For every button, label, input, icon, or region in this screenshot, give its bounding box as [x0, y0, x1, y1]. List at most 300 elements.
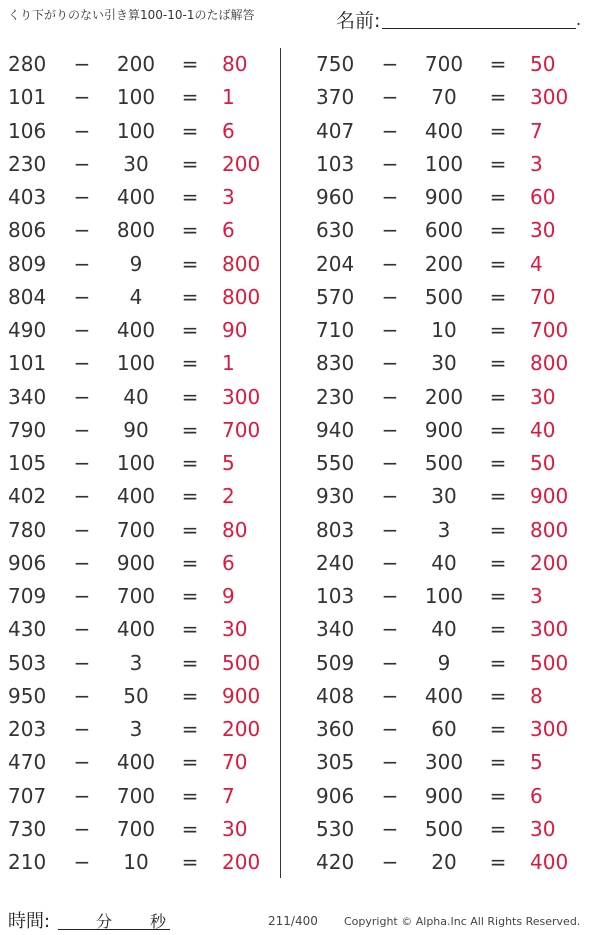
subtrahend: 40: [431, 550, 457, 575]
problems-left-column: [0, 48, 280, 879]
problem-row: [308, 48, 588, 81]
answer: 500: [530, 650, 569, 675]
minuend: 407: [316, 118, 355, 143]
answer: 7: [530, 118, 543, 143]
name-label: 名前:: [336, 10, 381, 32]
equals-sign: =: [489, 683, 507, 708]
minuend: 950: [8, 683, 47, 708]
equals-sign: =: [489, 185, 507, 209]
minuend: 360: [316, 717, 355, 741]
subtrahend: 100: [116, 85, 156, 110]
minuend: 430: [8, 617, 47, 642]
minus-sign: −: [381, 850, 399, 874]
subtrahend: 9: [129, 251, 143, 276]
answer: 6: [530, 783, 543, 808]
minus-sign: −: [73, 417, 91, 442]
minus-sign: −: [381, 218, 399, 243]
minuend: 103: [316, 151, 355, 176]
problem-row: [0, 381, 280, 414]
equals-sign: =: [489, 484, 507, 509]
answer: 1: [222, 351, 235, 376]
minus-sign: −: [73, 185, 91, 209]
subtrahend: 400: [116, 750, 156, 775]
minus-sign: −: [381, 417, 399, 442]
answer: 6: [222, 550, 235, 575]
minus-sign: −: [381, 384, 399, 409]
problem-row: [0, 414, 280, 447]
answer: 30: [222, 816, 248, 841]
minus-sign: −: [381, 118, 399, 143]
minuend: 960: [316, 185, 355, 209]
subtrahend: 400: [116, 185, 156, 209]
problem-row: [0, 647, 280, 680]
equals-sign: =: [181, 417, 199, 442]
equals-sign: =: [181, 318, 199, 342]
minuend: 550: [316, 451, 355, 475]
problem-row: [308, 846, 588, 879]
answer: 200: [530, 550, 569, 575]
problem-row: [0, 846, 280, 879]
problem-row: [308, 680, 588, 713]
minus-sign: −: [73, 52, 91, 76]
minuend: 780: [8, 517, 47, 542]
answer: 30: [530, 384, 556, 409]
equals-sign: =: [181, 384, 199, 409]
problem-row: [0, 115, 280, 148]
problem-row: [308, 414, 588, 447]
subtrahend: 700: [424, 52, 464, 76]
minuend: 230: [8, 151, 47, 176]
equals-sign: =: [489, 783, 507, 808]
answer: 1: [222, 85, 235, 110]
problem-row: [0, 713, 280, 746]
subtrahend: 400: [116, 617, 156, 642]
subtrahend: 200: [424, 384, 464, 409]
equals-sign: =: [489, 650, 507, 675]
minus-sign: −: [381, 85, 399, 110]
minuend: 408: [316, 683, 355, 708]
problem-row: [0, 281, 280, 314]
minus-sign: −: [73, 118, 91, 143]
problem-row: [0, 81, 280, 114]
worksheet-title: くり下がりのない引き算100-10-1のたば解答: [8, 8, 255, 22]
answer: 900: [530, 484, 569, 509]
equals-sign: =: [489, 284, 507, 309]
answer: 700: [222, 417, 261, 442]
answer: 800: [530, 517, 569, 542]
answer: 300: [530, 85, 569, 110]
problem-row: [308, 347, 588, 380]
problem-row: [308, 214, 588, 247]
minuend: 105: [8, 451, 47, 475]
subtrahend: 70: [431, 85, 457, 110]
minuend: 305: [316, 750, 355, 775]
equals-sign: =: [489, 384, 507, 409]
equals-sign: =: [489, 151, 507, 176]
subtrahend: 4: [129, 284, 143, 309]
equals-sign: =: [181, 484, 199, 509]
equals-sign: =: [181, 151, 199, 176]
minus-sign: −: [381, 318, 399, 342]
minus-sign: −: [381, 816, 399, 841]
minus-sign: −: [381, 185, 399, 209]
equals-sign: =: [181, 251, 199, 276]
equals-sign: =: [489, 251, 507, 276]
problem-row: [308, 547, 588, 580]
minus-sign: −: [381, 151, 399, 176]
problem-row: [0, 547, 280, 580]
problem-row: [308, 115, 588, 148]
minuend: 402: [8, 484, 47, 509]
answer: 30: [530, 816, 556, 841]
minus-sign: −: [73, 650, 91, 675]
minus-sign: −: [381, 351, 399, 376]
answer: 200: [222, 850, 261, 874]
subtrahend: 500: [424, 451, 464, 475]
time-label: 時間:: [8, 911, 51, 932]
subtrahend: 40: [431, 617, 457, 642]
minus-sign: −: [381, 717, 399, 741]
name-field-end-dot: .: [576, 10, 582, 29]
minus-sign: −: [381, 584, 399, 608]
subtrahend: 400: [116, 484, 156, 509]
problem-row: [0, 613, 280, 646]
equals-sign: =: [181, 783, 199, 808]
equals-sign: =: [489, 750, 507, 775]
name-field-line: [382, 28, 576, 29]
equals-sign: =: [489, 816, 507, 841]
subtrahend: 800: [116, 218, 156, 243]
equals-sign: =: [181, 650, 199, 675]
subtrahend: 700: [116, 517, 156, 542]
answer: 6: [222, 118, 235, 143]
subtrahend: 100: [116, 351, 156, 376]
minuend: 470: [8, 750, 47, 775]
minuend: 709: [8, 584, 47, 608]
minuend: 203: [8, 717, 47, 741]
answer: 300: [222, 384, 261, 409]
minus-sign: −: [381, 783, 399, 808]
equals-sign: =: [181, 850, 199, 874]
minuend: 230: [316, 384, 355, 409]
minutes-label: 分: [96, 912, 113, 931]
answer: 50: [530, 52, 556, 76]
subtrahend: 900: [424, 783, 464, 808]
answer: 300: [530, 617, 569, 642]
minus-sign: −: [381, 284, 399, 309]
equals-sign: =: [181, 185, 199, 209]
problem-row: [308, 248, 588, 281]
answer: 70: [530, 284, 556, 309]
answer: 2: [222, 484, 235, 509]
equals-sign: =: [181, 717, 199, 741]
subtrahend: 10: [123, 850, 149, 874]
problem-row: [0, 314, 280, 347]
minuend: 806: [8, 218, 47, 243]
minuend: 707: [8, 783, 47, 808]
answer: 60: [530, 185, 556, 209]
subtrahend: 3: [437, 517, 451, 542]
minus-sign: −: [73, 251, 91, 276]
answer: 800: [530, 351, 569, 376]
minuend: 420: [316, 850, 355, 874]
equals-sign: =: [181, 617, 199, 642]
equals-sign: =: [489, 451, 507, 475]
equals-sign: =: [489, 717, 507, 741]
problem-row: [0, 347, 280, 380]
minus-sign: −: [381, 52, 399, 76]
minus-sign: −: [73, 451, 91, 475]
minus-sign: −: [381, 451, 399, 475]
problem-row: [0, 580, 280, 613]
minus-sign: −: [73, 218, 91, 243]
minus-sign: −: [73, 351, 91, 376]
subtrahend: 200: [116, 52, 156, 76]
minus-sign: −: [73, 384, 91, 409]
minuend: 830: [316, 351, 355, 376]
minuend: 803: [316, 517, 355, 542]
minuend: 630: [316, 218, 355, 243]
answer: 300: [530, 717, 569, 741]
minuend: 809: [8, 251, 47, 276]
minus-sign: −: [73, 550, 91, 575]
minus-sign: −: [381, 750, 399, 775]
equals-sign: =: [181, 52, 199, 76]
equals-sign: =: [181, 85, 199, 110]
minus-sign: −: [381, 484, 399, 509]
problem-row: [0, 181, 280, 214]
minuend: 370: [316, 85, 355, 110]
answer: 9: [222, 584, 235, 608]
problem-row: [308, 514, 588, 547]
minuend: 106: [8, 118, 47, 143]
problem-row: [0, 813, 280, 846]
minuend: 240: [316, 550, 355, 575]
equals-sign: =: [489, 318, 507, 342]
subtrahend: 10: [431, 318, 457, 342]
subtrahend: 700: [116, 783, 156, 808]
minus-sign: −: [73, 284, 91, 309]
subtrahend: 600: [424, 218, 464, 243]
minuend: 101: [8, 351, 47, 376]
problem-row: [0, 248, 280, 281]
answer: 500: [222, 650, 261, 675]
equals-sign: =: [181, 584, 199, 608]
subtrahend: 500: [424, 816, 464, 841]
subtrahend: 30: [431, 484, 457, 509]
answer: 900: [222, 683, 261, 708]
minus-sign: −: [381, 517, 399, 542]
minus-sign: −: [73, 517, 91, 542]
equals-sign: =: [489, 85, 507, 110]
problem-row: [308, 381, 588, 414]
subtrahend: 20: [431, 850, 457, 874]
minuend: 940: [316, 417, 355, 442]
minus-sign: −: [73, 584, 91, 608]
subtrahend: 100: [116, 451, 156, 475]
minus-sign: −: [73, 783, 91, 808]
subtrahend: 700: [116, 584, 156, 608]
problem-row: [0, 447, 280, 480]
answer: 200: [222, 151, 261, 176]
equals-sign: =: [489, 351, 507, 376]
equals-sign: =: [181, 351, 199, 376]
minus-sign: −: [73, 318, 91, 342]
minuend: 710: [316, 318, 355, 342]
problem-row: [0, 214, 280, 247]
answer: 800: [222, 284, 261, 309]
subtrahend: 700: [116, 816, 156, 841]
equals-sign: =: [181, 517, 199, 542]
problem-row: [0, 48, 280, 81]
problem-row: [308, 281, 588, 314]
answer: 700: [530, 318, 569, 342]
subtrahend: 9: [437, 650, 451, 675]
problem-row: [308, 480, 588, 513]
equals-sign: =: [181, 683, 199, 708]
minus-sign: −: [381, 251, 399, 276]
minuend: 340: [8, 384, 47, 409]
subtrahend: 40: [123, 384, 149, 409]
subtrahend: 50: [123, 683, 149, 708]
equals-sign: =: [489, 850, 507, 874]
minus-sign: −: [73, 484, 91, 509]
answer: 8: [530, 683, 543, 708]
problem-row: [0, 746, 280, 779]
equals-sign: =: [181, 750, 199, 775]
equals-sign: =: [181, 118, 199, 143]
answer: 7: [222, 783, 235, 808]
problem-row: [308, 81, 588, 114]
minus-sign: −: [73, 717, 91, 741]
minus-sign: −: [73, 816, 91, 841]
equals-sign: =: [181, 550, 199, 575]
equals-sign: =: [489, 218, 507, 243]
subtrahend: 500: [424, 284, 464, 309]
minuend: 280: [8, 52, 47, 76]
problem-row: [308, 713, 588, 746]
minus-sign: −: [73, 151, 91, 176]
problem-row: [0, 680, 280, 713]
minuend: 490: [8, 318, 47, 342]
problem-row: [308, 580, 588, 613]
equals-sign: =: [181, 218, 199, 243]
minuend: 930: [316, 484, 355, 509]
problem-row: [308, 746, 588, 779]
answer: 80: [222, 517, 248, 542]
answer: 80: [222, 52, 248, 76]
minuend: 730: [8, 816, 47, 841]
minus-sign: −: [381, 617, 399, 642]
equals-sign: =: [489, 550, 507, 575]
minus-sign: −: [381, 550, 399, 575]
equals-sign: =: [489, 52, 507, 76]
minuend: 804: [8, 284, 47, 309]
minus-sign: −: [73, 85, 91, 110]
answer: 70: [222, 750, 248, 775]
subtrahend: 900: [116, 550, 156, 575]
subtrahend: 300: [424, 750, 464, 775]
subtrahend: 100: [424, 151, 464, 176]
minuend: 340: [316, 617, 355, 642]
minuend: 204: [316, 251, 355, 276]
minuend: 790: [8, 417, 47, 442]
minus-sign: −: [381, 650, 399, 675]
subtrahend: 100: [424, 584, 464, 608]
minuend: 509: [316, 650, 355, 675]
subtrahend: 30: [123, 151, 149, 176]
equals-sign: =: [489, 417, 507, 442]
subtrahend: 3: [129, 650, 143, 675]
answer: 6: [222, 218, 235, 243]
minuend: 101: [8, 85, 47, 110]
minus-sign: −: [73, 850, 91, 874]
problem-row: [308, 813, 588, 846]
answer: 4: [530, 251, 543, 276]
equals-sign: =: [489, 118, 507, 143]
problem-row: [308, 314, 588, 347]
minuend: 210: [8, 850, 47, 874]
problem-row: [0, 480, 280, 513]
subtrahend: 900: [424, 417, 464, 442]
subtrahend: 200: [424, 251, 464, 276]
equals-sign: =: [181, 451, 199, 475]
problems-right-column: [308, 48, 588, 879]
answer: 90: [222, 318, 248, 342]
minus-sign: −: [381, 683, 399, 708]
minuend: 530: [316, 816, 355, 841]
minuend: 750: [316, 52, 355, 76]
answer: 5: [222, 451, 235, 475]
equals-sign: =: [489, 517, 507, 542]
answer: 5: [530, 750, 543, 775]
minus-sign: −: [73, 683, 91, 708]
answer: 3: [222, 185, 235, 209]
problem-row: [0, 780, 280, 813]
subtrahend: 900: [424, 185, 464, 209]
minuend: 103: [316, 584, 355, 608]
answer: 50: [530, 451, 556, 475]
minuend: 403: [8, 185, 47, 209]
subtrahend: 100: [116, 118, 156, 143]
page-number: 211/400: [268, 914, 318, 928]
subtrahend: 400: [116, 318, 156, 342]
subtrahend: 30: [431, 351, 457, 376]
minuend: 906: [316, 783, 355, 808]
problem-row: [308, 613, 588, 646]
problem-row: [0, 514, 280, 547]
equals-sign: =: [489, 617, 507, 642]
problem-row: [308, 647, 588, 680]
minuend: 906: [8, 550, 47, 575]
subtrahend: 60: [431, 717, 457, 741]
answer: 800: [222, 251, 261, 276]
answer: 40: [530, 417, 556, 442]
equals-sign: =: [489, 584, 507, 608]
equals-sign: =: [181, 284, 199, 309]
problem-row: [308, 181, 588, 214]
minus-sign: −: [73, 617, 91, 642]
answer: 400: [530, 850, 569, 874]
subtrahend: 90: [123, 417, 149, 442]
equals-sign: =: [181, 816, 199, 841]
answer: 30: [530, 218, 556, 243]
problem-row: [308, 780, 588, 813]
answer: 30: [222, 617, 248, 642]
problem-row: [0, 148, 280, 181]
problem-row: [308, 447, 588, 480]
seconds-label: 秒: [150, 912, 167, 931]
